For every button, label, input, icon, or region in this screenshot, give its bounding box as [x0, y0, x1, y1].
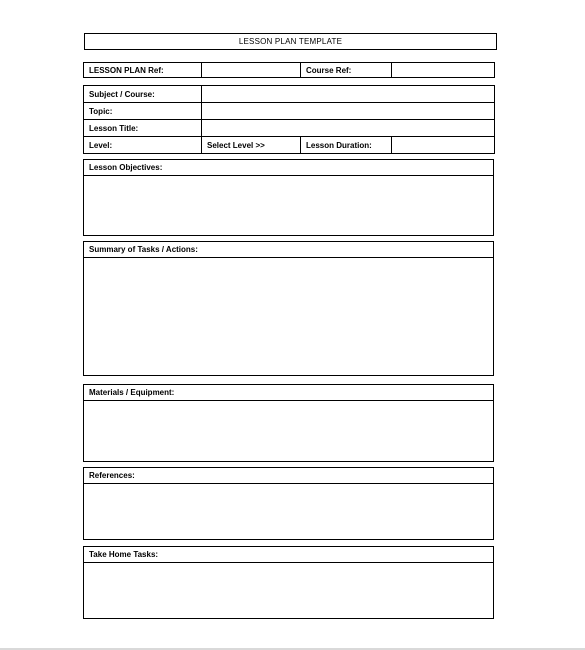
lesson-plan-ref-label: LESSON PLAN Ref: [84, 63, 202, 78]
references-field[interactable] [84, 484, 493, 539]
subject-row [84, 86, 495, 103]
topic-label: Topic: [84, 103, 202, 120]
summary-heading: Summary of Tasks / Actions: [84, 242, 493, 258]
duration-label: Lesson Duration: [301, 137, 392, 154]
subject-label: Subject / Course: [84, 86, 202, 103]
reference-row [84, 63, 495, 78]
topic-field[interactable] [202, 103, 495, 120]
materials-heading: Materials / Equipment: [84, 385, 493, 401]
references-section [83, 467, 494, 540]
lesson-title-label: Lesson Title: [84, 120, 202, 137]
lesson-title-field[interactable] [202, 120, 495, 137]
details-table [83, 85, 495, 154]
objectives-section [83, 159, 494, 236]
summary-field[interactable] [84, 258, 493, 375]
lesson-plan-ref-field[interactable] [202, 63, 301, 78]
reference-table [83, 62, 495, 78]
course-ref-label: Course Ref: [301, 63, 392, 78]
take-home-section [83, 546, 494, 619]
take-home-field[interactable] [84, 563, 493, 618]
duration-field[interactable] [392, 137, 495, 154]
subject-field[interactable] [202, 86, 495, 103]
objectives-field[interactable] [84, 176, 493, 235]
document-title: LESSON PLAN TEMPLATE [84, 33, 497, 50]
take-home-heading: Take Home Tasks: [84, 547, 493, 563]
level-select[interactable]: Select Level >> [202, 137, 301, 154]
course-ref-field[interactable] [392, 63, 495, 78]
lesson-title-row [84, 120, 495, 137]
materials-field[interactable] [84, 401, 493, 461]
topic-row [84, 103, 495, 120]
level-label: Level: [84, 137, 202, 154]
references-heading: References: [84, 468, 493, 484]
summary-section [83, 241, 494, 376]
materials-section [83, 384, 494, 462]
objectives-heading: Lesson Objectives: [84, 160, 493, 176]
level-row [84, 137, 495, 154]
